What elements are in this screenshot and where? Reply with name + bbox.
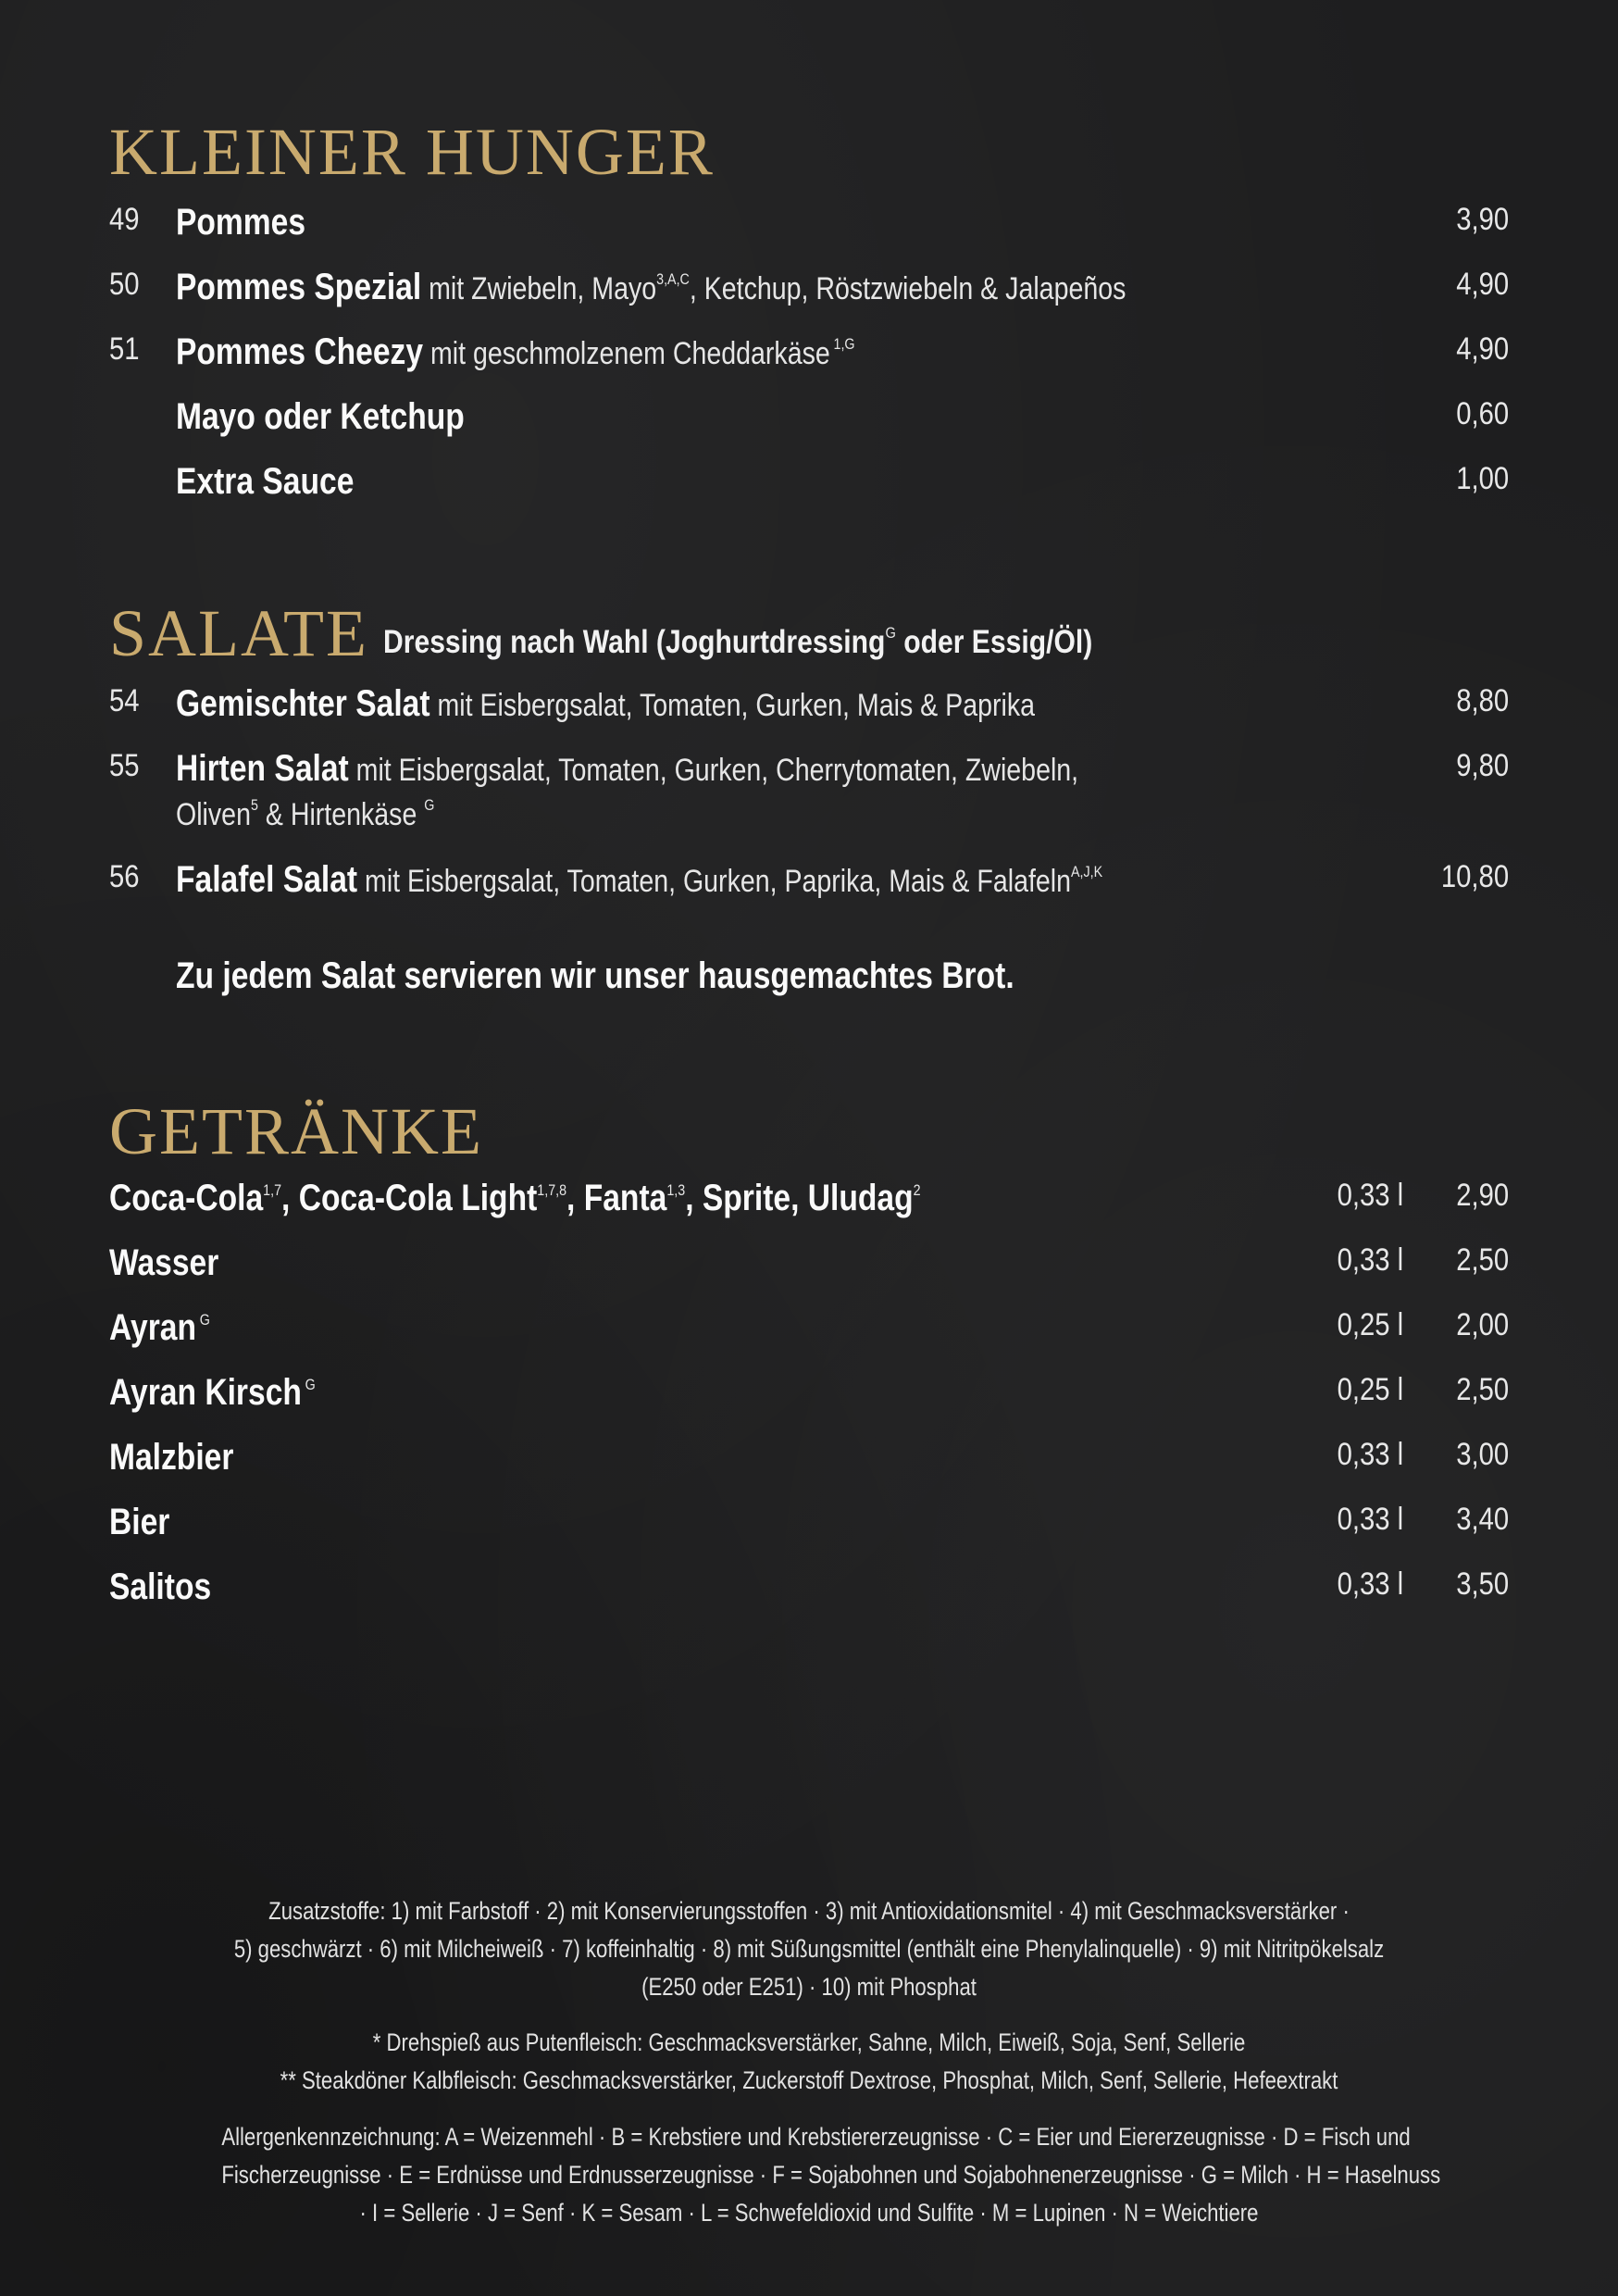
drink-name: Bier [109,1502,170,1542]
allergen-superscript: G [305,1376,316,1393]
allergen-superscript: 3,A,C [656,270,690,288]
allergen-line: Allergenkennzeichnung: A = Weizenmehl · B = Krebstiere und Krebstiererzeugnisse · C = Eier und Eiererzeugnisse · D = Fisch und [221,2123,1411,2151]
item-price: 4,90 [1456,331,1509,367]
item-price: 3,00 [1456,1437,1509,1472]
item-text [176,683,1035,725]
section-title-salate: SALATE [109,596,368,670]
allergen-superscript: 2 [913,1181,921,1199]
drink-volume: 0,33 l [1337,1178,1403,1213]
item-price: 2,00 [1456,1307,1509,1342]
drink-volume: 0,25 l [1337,1307,1403,1342]
item-name: Mayo oder Ketchup [176,396,465,437]
item-name: Extra Sauce [176,461,355,502]
drink-name: Ayran [109,1307,197,1348]
drink-volume: 0,33 l [1337,1566,1403,1602]
item-price: 3,40 [1456,1502,1509,1537]
item-text [109,1437,233,1479]
dressing-text: Dressing nach Wahl (Joghurtdressing [383,624,886,660]
allergen-line: Fischerzeugnisse · E = Erdnüsse und Erdnusserzeugnisse · F = Sojabohnen und Sojabohnenerzeugnisse · G = Milch · H = Haselnuss [221,2161,1441,2189]
drink-name: Wasser [109,1242,219,1283]
section-title-getraenke: GETRÄNKE [109,1094,483,1168]
item-number: 49 [109,202,140,237]
menu-item [0,202,1618,257]
item-number: 51 [109,331,140,367]
dressing-text-cont: oder Essig/Öl) [895,624,1093,660]
item-price: 8,80 [1456,683,1509,718]
allergen-superscript: 5 [250,796,258,814]
item-text [176,267,1126,308]
drink-volume: 0,33 l [1337,1502,1403,1537]
item-text [109,1502,169,1543]
section-title-kleiner-hunger: KLEINER HUNGER [109,115,715,189]
drink-item [0,1178,1618,1233]
drink-item [0,1566,1618,1622]
item-price: 9,80 [1456,748,1509,783]
dressing-note [383,624,1092,661]
item-text [109,1242,218,1284]
menu-item [0,396,1618,452]
allergen-superscript: 1,7,8 [537,1181,567,1199]
drink-item [0,1502,1618,1557]
item-price: 4,90 [1456,267,1509,302]
drink-name: Coca-Cola [109,1178,264,1218]
drink-volume: 0,33 l [1337,1437,1403,1472]
drink-name: Malzbier [109,1437,234,1478]
item-text [176,331,855,373]
item-price: 3,90 [1456,202,1509,237]
drink-volume: 0,25 l [1337,1372,1403,1407]
drink-name: , Coca-Cola Light [281,1178,538,1218]
item-number: 56 [109,859,140,894]
item-text [176,859,1102,901]
item-name: Pommes Cheezy [176,331,424,372]
item-number: 50 [109,267,140,302]
item-description: mit Eisbergsalat, Tomaten, Gurken, Paprika, Mais & Falafeln [357,864,1072,899]
item-description: mit Eisbergsalat, Tomaten, Gurken, Mais & Paprika [429,688,1035,723]
drink-volume: 0,33 l [1337,1242,1403,1278]
allergen-note [93,2118,1525,2232]
item-description: mit geschmolzenem Cheddarkäse [423,336,830,371]
additives-line: Zusatzstoffe: 1) mit Farbstoff · 2) mit Konservierungsstoffen · 3) mit Antioxidationsmitel · 4) mit Geschmacksverstärker · [268,1897,1350,1925]
item-name: Pommes [176,202,306,243]
item-price: 2,50 [1456,1242,1509,1278]
meat-note-line: ** Steakdöner Kalbfleisch: Geschmacksverstärker, Zuckerstoff Dextrose, Phosphat, Milch, Senf, Sellerie, Hefeextrakt [280,2066,1338,2094]
item-text [176,461,354,503]
item-name: Gemischter Salat [176,683,430,724]
drink-item [0,1372,1618,1428]
menu-item [0,461,1618,517]
allergen-superscript: 1,G [833,335,855,353]
drink-name: , Sprite, Uludag [685,1178,914,1218]
allergen-line: · I = Sellerie · J = Senf · K = Sesam · L = Schwefeldioxid und Sulfite · M = Lupinen · N = Weichtiere [359,2199,1259,2227]
menu-item [0,331,1618,387]
item-text [109,1372,316,1414]
item-text [109,1566,211,1608]
drink-name: Ayran Kirsch [109,1372,302,1413]
item-price: 1,00 [1456,461,1509,496]
item-number: 55 [109,748,140,783]
item-price: 2,90 [1456,1178,1509,1213]
desc-text: Oliven [176,797,251,832]
allergen-superscript: 1,3 [666,1181,686,1199]
allergen-superscript: G [199,1311,210,1329]
additives-line: 5) geschwärzt · 6) mit Milcheiweiß · 7) koffeinhaltig · 8) mit Süßungsmittel (enthält eine Phenylalinquelle) · 9) mit Nitritpökelsalz [233,1935,1385,1963]
allergen-superscript: G [885,624,896,642]
item-description: mit Zwiebeln, Mayo [421,271,657,306]
item-price: 0,60 [1456,396,1509,431]
item-text [176,396,465,438]
item-description-line2 [176,796,434,833]
item-name: Hirten Salat [176,748,349,789]
additives-line: (E250 oder E251) · 10) mit Phosphat [641,1973,977,2001]
desc-text-cont: & Hirtenkäse [257,797,417,832]
additives-note [93,1892,1525,2006]
item-text [176,748,1078,790]
meat-note-line: * Drehspieß aus Putenfleisch: Geschmacksverstärker, Sahne, Milch, Eiweiß, Soja, Senf, Sellerie [372,2028,1246,2056]
drink-name: Salitos [109,1566,212,1607]
drink-item [0,1437,1618,1492]
drink-item [0,1242,1618,1298]
allergen-superscript: G [424,796,435,814]
allergen-superscript: 1,7 [263,1181,282,1199]
drink-item [0,1307,1618,1363]
item-price: 10,80 [1440,859,1509,894]
item-number: 54 [109,683,140,718]
meat-note [93,2024,1525,2100]
drink-name: , Fanta [566,1178,667,1218]
menu-item [0,748,1618,804]
allergen-superscript: A,J,K [1071,863,1103,880]
menu-item [0,859,1618,915]
item-text [109,1307,210,1349]
item-name: Pommes Spezial [176,267,422,307]
menu-item [0,267,1618,322]
item-name: Falafel Salat [176,859,358,900]
menu-item [0,683,1618,739]
item-description-cont: , Ketchup, Röstzwiebeln & Jalapeños [689,271,1126,306]
item-text [109,1178,921,1219]
item-description: mit Eisbergsalat, Tomaten, Gurken, Cherrytomaten, Zwiebeln, [348,753,1079,788]
bread-note: Zu jedem Salat servieren wir unser hausgemachtes Brot. [176,955,1014,996]
item-text [176,202,305,243]
item-price: 3,50 [1456,1566,1509,1602]
item-price: 2,50 [1456,1372,1509,1407]
